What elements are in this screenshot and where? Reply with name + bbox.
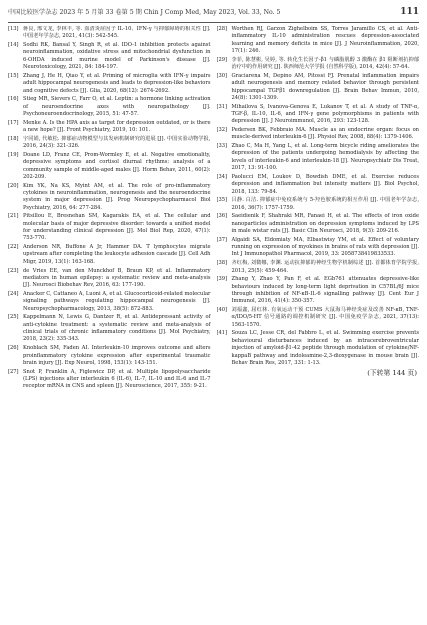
reference-number: [26]	[8, 345, 19, 352]
reference-number: [28]	[216, 26, 228, 32]
reference-item	[217, 104, 420, 126]
reference-text: 李菲, 陈慧彬, 吴婷, 等. 转化生长因子-β1 与磷脂肌醇 3 激酶在 β1 阻断剂抗抑郁治疗中的作用研究 [J]. 陕西师范大学学报 (自然科学版), 2014, 42(4): 57-64.	[231, 56, 419, 71]
reference-number: [29]	[216, 56, 228, 63]
reference-number: [24]	[8, 290, 19, 297]
reference-item	[217, 237, 420, 259]
reference-item	[8, 42, 211, 71]
reference-text: Knoblach SM, Faden AI. Interleukin-10 improves outcome and alters proinflammatory cytokine expression after experimental traumatic brain injury [J]. Exp Neurol, 1998, 153(1): 143-151.	[23, 345, 211, 366]
reference-item	[8, 369, 211, 391]
reference-text: Kappelmann N, Lewis G, Dantzer R, et al. Antidepressant activity of anti-cytokine treatment: a systematic review and meta-analysis of clinical trials of chronic inflammatory conditions [J]. Mol Psychiatry, 2018, 23(2): 335-343.	[23, 314, 211, 343]
reference-item	[8, 314, 211, 343]
reference-text: Menke A. Is the HPA axis as target for depression outdated, or is there a new hope? [J]. Front Psychiatry, 2019, 10: 101.	[23, 119, 211, 134]
reference-text: Doane LD, Franz CE, Prom-Wormley E, et al. Negative emotionality, depressive symptoms and cortisol diurnal rhythms: analysis of a community sample of middle-aged males [J]. Horm Behav, 2011, 60(2): 202-209.	[23, 151, 211, 180]
reference-text: Anderson NR, Buffone A Jr, Hammer DA. T lymphocytes migrate upstream after completing the leukocyte adhesion cascade [J]. Cell Adh Migr, 2019, 13(1): 163-168.	[23, 244, 211, 265]
reference-text: Sodhi RK, Bansal Y, Singh R, et al. IDO-1 inhibition protects against neuroinflammation, oxidative stress and mitochondrial dysfunction in 6-OHDA induced murine model of Parkinson's disease [J]. Neurotoxicology, 2021, 84: 184-197.	[23, 42, 211, 71]
reference-number: [16]	[8, 96, 19, 103]
reference-text: Algaidi SA, Eldomiaty MA, Elbastwisy YM, et al. Effect of voluntary running on expression of myokines in brains of rats with depression [J]. Int J Immunopathol Pharmacol, 2019, 33: 2058738419833533.	[231, 236, 419, 258]
reference-item	[217, 143, 420, 172]
reference-text: Pitsillou E, Bresnehan SM, Kagarakis EA, et al. The cellular and molecular basis of major depressive disorder: towards a unified model for understanding clinical depression [J]. Mol Biol Rep, 2020, 47(1): 753-770.	[23, 213, 211, 242]
reference-item	[217, 73, 420, 102]
reference-text: 宇同娟, 代敏松. 抑郁症动物模型与其发病机制研究的进展 [J]. 中国实验动物学报, 2016, 24(3): 321-326.	[23, 135, 211, 150]
reference-item	[217, 213, 420, 235]
continued-note: (下转第 144 页)	[367, 369, 417, 378]
reference-item	[8, 291, 211, 313]
reference-item	[217, 197, 420, 212]
reference-number: [40]	[216, 307, 228, 314]
reference-text: Graciarena M, Depino AM, Pitossi FJ. Prenatal inflammation impairs adult neurogenesis and memory related behavior through persistent hippocampal TGFβ1 downregulation [J]. Brain Behav Immun, 2010, 24(8): 1301-1309.	[231, 72, 419, 101]
reference-item	[217, 174, 420, 196]
reference-item	[8, 244, 211, 266]
reference-number: [39]	[216, 276, 228, 283]
reference-number: [36]	[216, 213, 228, 220]
references-body	[8, 26, 419, 615]
reference-number: [33]	[216, 143, 228, 150]
reference-number: [19]	[8, 151, 19, 158]
reference-number: [20]	[8, 182, 19, 189]
reference-item	[217, 26, 420, 55]
reference-item	[217, 276, 420, 305]
journal-citation: 中国比较医学杂志 2023 年 5 月第 33 卷第 5 期 Chin J Comp Med, May 2023, Vol. 33, No. 5	[8, 9, 281, 16]
reference-text: 吕静. 白洁. 抑郁症中免疫系统与 5-羟色胺系统的相互作用 [J]. 中国老年学杂志, 2016, 36(7): 1757-1759.	[231, 197, 419, 211]
reference-text: Saeidienik F, Shahraki MR, Fanaei H, et al. The effects of iron oxide nanoparticles administration on depression symptoms induced by LPS in male wistar rats [J]. Basic Clin Neurosci, 2018, 9(3): 209-216.	[231, 213, 419, 235]
reference-item	[217, 260, 420, 275]
reference-number: [13]	[8, 26, 19, 32]
reference-number: [38]	[216, 260, 228, 267]
reference-number: [37]	[216, 236, 228, 243]
reference-item	[8, 183, 211, 212]
reference-item	[8, 213, 211, 242]
page-number: 111	[400, 7, 419, 17]
reference-text: Stieg MR, Sievers C, Farr O, et al. Leptin: a hormone linking activation of neuroendocrine axes with neuropathology [J]. Psychoneuroendocrinology, 2015, 51: 47-57.	[23, 96, 211, 117]
reference-item	[8, 120, 211, 135]
page-header	[8, 9, 419, 23]
reference-number: [31]	[216, 103, 228, 110]
reference-item	[217, 307, 420, 329]
reference-item	[8, 152, 211, 181]
reference-text: Anacker C, Cattaneo A, Luoni A, et al. Glucocorticoid-related molecular signaling pathways regulating hippocampal neurogenesis [J]. Neuropsychopharmacology, 2013, 38(5): 872-883.	[23, 290, 211, 312]
reference-number: [22]	[8, 244, 19, 251]
reference-text: Paolucci EM, Loukov D, Bowdish DME, et al. Exercise reduces depression and inflammation but intensity matters [J]. Biol Psychol, 2018, 133: 79-84.	[231, 173, 419, 195]
reference-number: [23]	[8, 267, 19, 274]
reference-text: Mihailova S, Ivanova-Genova E, Lukanov T, et al. A study of TNF-α, TGF-β, IL-10, IL-6, and IFN-γ gene polymorphisms in patients with depression [J]. J Neuroimmunol, 2016, 293: 123-128.	[231, 103, 419, 125]
reference-number: [34]	[216, 173, 228, 180]
reference-item	[8, 73, 211, 95]
reference-number: [32]	[216, 127, 228, 134]
reference-text: Souza LC, Jesse CR, del Fabbro L, et al. Swimming exercise prevents behavioural disturbances induced by an intracerebroventricular injection of amyloid-β1-42 peptide through modulation of cytokine/NF-kappaB pathway and indoleamine-2,3-dioxygenase in mouse brain [J]. Behav Brain Res, 2017, 331: 1-13.	[231, 330, 419, 366]
reference-text: 齐红梅, 刘微娜, 李渊. 运动抗抑郁的神经生物学机制综述 [J]. 首都体育学院学报, 2013, 25(5): 459-464.	[231, 260, 419, 274]
reference-item	[217, 57, 420, 72]
right-column	[217, 26, 420, 615]
reference-number: [25]	[8, 314, 19, 321]
reference-text: Snot P, Franklin A, Figlewicz DP, et al. Multiple lipopolysaccharide (LPS) injections alter interleukin 6 (IL-6), IL-7, IL-10 and IL-6 and IL-7 receptor mRNA in CNS and spleen [J]. Neuroscience, 2017, 355: 9-21.	[23, 368, 211, 390]
reference-item	[8, 136, 211, 151]
reference-text: Zhao C, Ma H, Yang L, et al. Long-term bicycle riding ameliorates the depression of the patients undergoing hemodialysis by affecting the levels of interleukin-6 and interleukin-18 [J]. Neuropsychiatr Dis Treat, 2017, 13: 91-100.	[231, 143, 419, 172]
reference-item	[8, 26, 211, 41]
reference-text: Pedersen BK, Febbraio MA. Muscle as an endocrine organ: focus on muscle-derived interleukin-6 [J]. Physiol Rev, 2008, 88(4): 1379-1406.	[231, 127, 419, 141]
header-rule	[8, 22, 419, 23]
reference-text: Kim YK, Na KS, Myint AM, et al. The role of pro-inflammatory cytokines in neuroinflammation, neurogenesis and the neuroendocrine system in major depression [J]. Prog Neuropsychopharmacol Biol Psychiatry, 2016, 64: 277-284.	[23, 182, 211, 211]
reference-number: [15]	[8, 72, 19, 79]
reference-text: de Vries EE, van den Munckhof B, Braun KP, et al. Inflammatory mediators in human epilepsy: a systematic review and meta-analysis [J]. Neurosci Biobehav Rev, 2016, 63: 177-190.	[23, 267, 211, 289]
reference-number: [27]	[8, 368, 19, 375]
reference-number: [41]	[216, 330, 228, 337]
reference-text: Worthen RJ, Garzon Zighelboim SS, Torres Jaramillo CS, et al. Anti-inflammatory IL-10 administration rescues depression-associated learning and memory deficits in mice [J]. J Neuroinflammation, 2020, 17(1): 246.	[231, 26, 419, 55]
reference-number: [17]	[8, 119, 19, 126]
reference-item	[217, 330, 420, 367]
reference-item	[8, 96, 211, 118]
reference-text: 蒋良, 邢文龙, 李林丰, 等. 血清炎症因子 IL-10、IFN-γ 与抑郁障碍的相关性 [J]. 中国老年学杂志, 2021, 41(3): 542-545.	[23, 26, 211, 40]
reference-number: [21]	[8, 213, 19, 220]
reference-text: 刘福鑫, 屈红林. 有氧运动干预 CUMS 大鼠海马神经炎症及改善 NF-κB, TNF-α/IDO/5-HT 信号通路的调控机制研究 [J]. 中国免疫学杂志, 2021, 37(13): 1563-1570.	[231, 307, 419, 328]
reference-item	[217, 127, 420, 142]
reference-text: Zhang Y, Zhao Y, Pan F, et al. EGb761 attenuates depressive-like behaviours induced by long-term light deprivation in C57BL/6J mice through inhibition of NF-κB-IL-6 signalling pathway [J]. Cent Eur J Immunol, 2016, 41(4): 350-357.	[231, 276, 419, 305]
reference-item	[8, 268, 211, 290]
reference-number: [18]	[8, 135, 19, 142]
reference-text: Zhang J, He H, Qiao Y, et al. Priming of microglia with IFN-γ impairs adult hippocampal neurogenesis and leads to depression-like behaviors and cognitive defects [J]. Glia, 2020, 68(12): 2674-2692.	[23, 72, 211, 94]
left-column	[8, 26, 211, 615]
reference-item	[8, 345, 211, 367]
reference-number: [14]	[8, 42, 19, 49]
reference-number: [30]	[216, 72, 228, 79]
reference-number: [35]	[216, 197, 228, 204]
